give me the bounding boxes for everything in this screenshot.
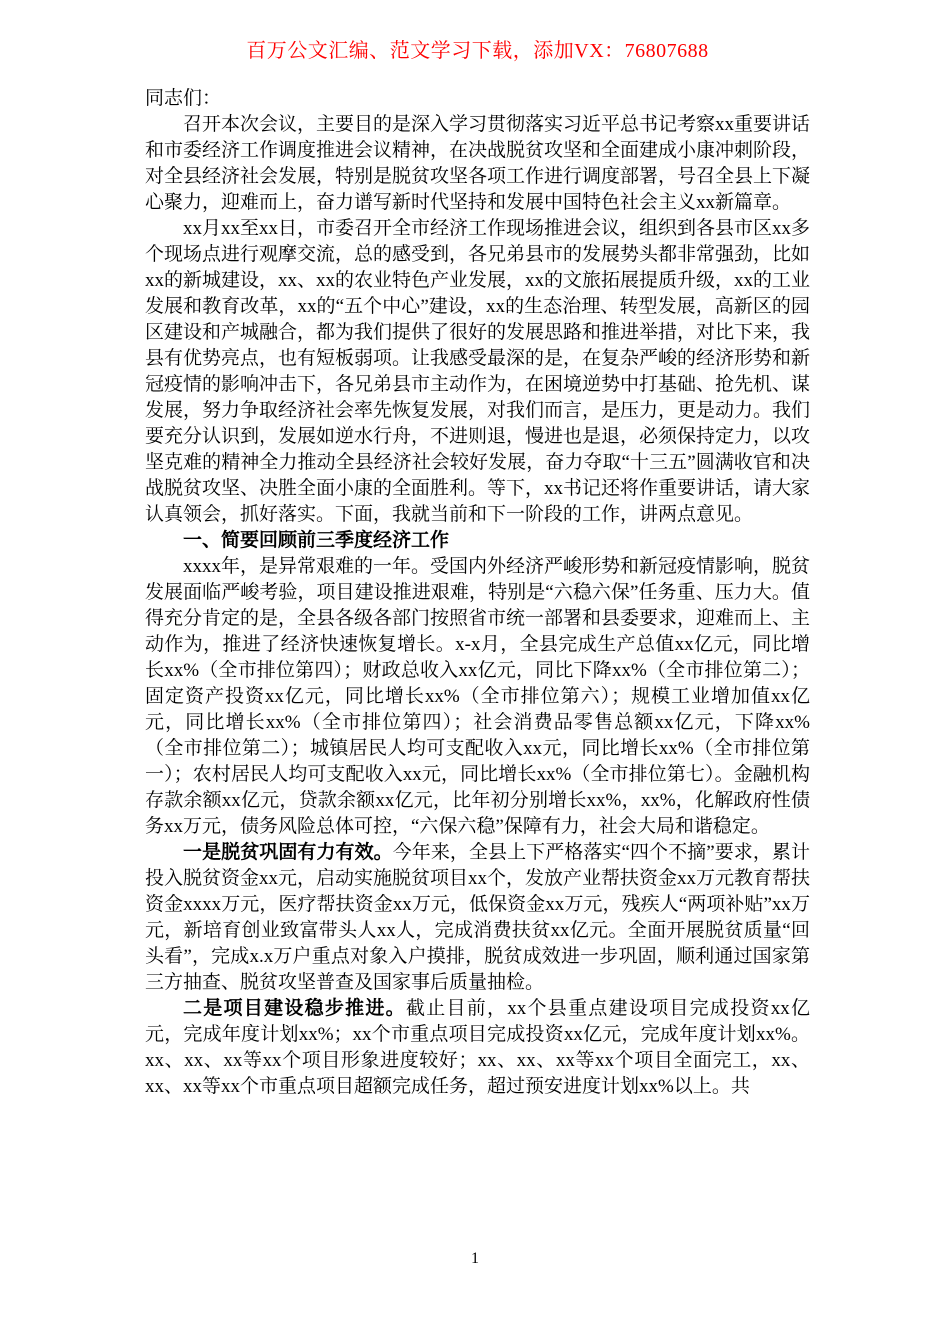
promo-header bbox=[145, 38, 810, 64]
paragraph-text: 截止目前，xx个县重点建设项目完成投资xx亿元，完成年度计划xx%；xx个市重点项目完成投资xx亿元，完成年度计划xx%。xx、xx、xx等xx个项目形象进度较好；xx、xx、xx等xx个项目全面完工，xx、xx、xx等xx个市重点项目超额完成任务，超过预安进度计划xx%以上。共 bbox=[145, 998, 810, 1097]
section-heading-1 bbox=[145, 528, 810, 554]
paragraph-opening bbox=[145, 112, 810, 216]
page-footer bbox=[0, 1250, 950, 1268]
document-body bbox=[145, 86, 810, 1100]
paragraph-text: 今年来，全县上下严格落实“四个不摘”要求，累计投入脱贫资金xx元，启动实施脱贫项目xx个，发放产业帮扶资金xx万元教育帮扶资金xxxx万元，医疗帮扶资金xx万元，低保资金xx万元，残疾人“两项补贴”xx万元，新培育创业致富带头人xx人，完成消费扶贫xx亿元。全面开展脱贫质量“回头看”，完成x.x万户重点对象入户摸排，脱贫成效进一步巩固，顺利通过国家第三方抽查、脱贫攻坚普查及国家事后质量抽检。 bbox=[145, 842, 811, 993]
paragraph-point-2-projects bbox=[145, 996, 810, 1100]
paragraph-lead: 二是项目建设稳步推进。 bbox=[183, 998, 406, 1019]
paragraph-text: xx月xx至xx日，市委召开全市经济工作现场推进会议，组织到各县市区xx多个现场点进行观摩交流，总的感受到，各兄弟县市的发展势头都非常强劲，比如xx的新城建设，xx、xx的农业特色产业发展，xx的文旅拓展提质升级，xx的工业发展和教育改革，xx的“五个中心”建设，xx的生态治理、转型发展，高新区的园区建设和产城融合，都为我们提供了很好的发展思路和推进举措，对比下来，我县有优势亮点，也有短板弱项。让我感受最深的是，在复杂严峻的经济形势和新冠疫情的影响冲击下，各兄弟县市主动作为，在困境逆势中打基础、抢先机、谋发展，努力争取经济社会率先恢复发展，对我们而言，是压力，更是动力。我们要充分认识到，发展如逆水行舟，不进则退，慢进也是退，必须保持定力，以攻坚克难的精神全力推动全县经济社会较好发展，奋力夺取“十三五”圆满收官和决战脱贫攻坚、决胜全面小康的全面胜利。等下，xx书记还将作重要讲话，请大家认真领会，抓好落实。下面，我就当前和下一阶段的工作，讲两点意见。 bbox=[145, 218, 811, 525]
paragraph-meeting-review bbox=[145, 216, 810, 528]
paragraph-economy-stats bbox=[145, 554, 810, 840]
paragraph-text: xxxx年，是异常艰难的一年。受国内外经济严峻形势和新冠疫情影响，脱贫发展面临严峻考验，项目建设推进艰难，特别是“六稳六保”任务重、压力大。值得充分肯定的是，全县各级各部门按照省市统一部署和县委要求，迎难而上、主动作为，推进了经济快速恢复增长。x-x月，全县完成生产总值xx亿元，同比增长xx%（全市排位第四）；财政总收入xx亿元，同比下降xx%（全市排位第二）；固定资产投资xx亿元，同比增长xx%（全市排位第六）；规模工业增加值xx亿元，同比增长xx%（全市排位第四）；社会消费品零售总额xx亿元，下降xx%（全市排位第二）；城镇居民人均可支配收入xx元，同比增长xx%（全市排位第一）；农村居民人均可支配收入xx元，同比增长xx%（全市排位第七）。金融机构存款余额xx亿元，贷款余额xx亿元，比年初分别增长xx%，xx%，化解政府性债务xx万元，债务风险总体可控，“六保六稳”保障有力，社会大局和谐稳定。 bbox=[145, 556, 811, 837]
paragraph-text: 召开本次会议，主要目的是深入学习贯彻落实习近平总书记考察xx重要讲话和市委经济工作调度推进会议精神，在决战脱贫攻坚和全面建成小康冲刺阶段，对全县经济社会发展，特别是脱贫攻坚各项工作进行调度部署，号召全县上下凝心聚力，迎难而上，奋力谱写新时代坚持和发展中国特色社会主义xx新篇章。 bbox=[145, 114, 811, 213]
paragraph-lead: 一是脱贫巩固有力有效。 bbox=[183, 842, 393, 863]
section-heading-text: 一、简要回顾前三季度经济工作 bbox=[183, 530, 450, 551]
paragraph-point-1-poverty bbox=[145, 840, 810, 996]
salutation: 同志们： bbox=[145, 88, 222, 109]
page-number: 1 bbox=[471, 1250, 479, 1267]
promo-header-text: 百万公文汇编、范文学习下载，添加VX：76807688 bbox=[246, 40, 709, 62]
